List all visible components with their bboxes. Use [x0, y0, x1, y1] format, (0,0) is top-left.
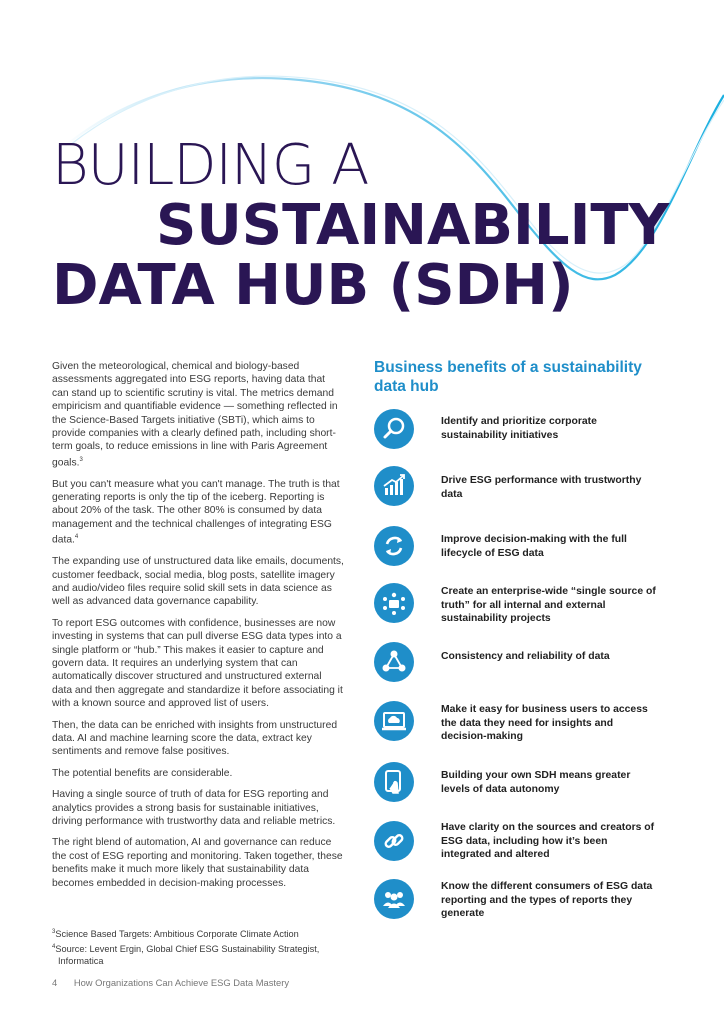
paragraph: The potential benefits are considerable.	[52, 767, 233, 779]
body-text	[52, 360, 344, 898]
benefit-text: Make it easy for business users to access the data they need for insights and decision-making	[441, 704, 648, 742]
tablet-touch-icon	[374, 762, 414, 802]
benefit-text: Building your own SDH means greater levels of data autonomy	[441, 770, 631, 795]
footnote: $^3$Science Based Targets: Ambitious Corporate Climate Action	[52, 929, 299, 940]
refresh-cycle-icon	[374, 526, 414, 566]
footnote: $^4$Source: Levent Ergin, Global Chief ESG Sustainability Strategist,	[52, 943, 320, 954]
growth-chart-icon	[374, 466, 414, 506]
benefit-item	[374, 583, 674, 627]
chain-link-icon	[374, 821, 414, 861]
footnotes	[52, 926, 352, 968]
meeting-table-icon	[374, 583, 414, 623]
paragraph: Then, the data can be enriched with insights from unstructured data. AI and machine learning score the data, extract key sentiments and remove false positives.	[52, 719, 338, 758]
benefit-text: Improve decision-making with the full lifecycle of ESG data	[441, 534, 627, 559]
user-group-icon	[374, 879, 414, 919]
footer-text: How Organizations Can Achieve ESG Data Mastery	[73, 977, 290, 988]
benefit-text: Identify and prioritize corporate sustainability initiatives	[441, 416, 597, 441]
paragraph: The right blend of automation, AI and governance can reduce the cost of ESG reporting and monitoring. Taken together, these benefits make it much more likely that sustainability data becomes embedded in decision-making processes.	[52, 837, 343, 889]
page-number: 4	[52, 977, 58, 988]
benefit-text: Have clarity on the sources and creators of ESG data, including how it’s been integrated and altered	[441, 822, 655, 860]
magnifier-icon	[374, 409, 414, 449]
benefit-item	[374, 701, 674, 745]
benefit-item	[374, 466, 674, 510]
title-line-2: SUSTAINABILITY	[156, 193, 670, 258]
cloud-laptop-icon	[374, 701, 414, 741]
benefit-text: Consistency and reliability of data	[441, 651, 610, 662]
title-line-1: BUILDING A	[52, 133, 369, 198]
footnote-ref: 3	[79, 456, 83, 463]
paragraph: To report ESG outcomes with confidence, businesses are now investing in systems that can pull diverse ESG data types into a single platform or “hub.” This makes it easier to capture and govern data. It requires an underlying system that can automatically discover structured and unstructured external data and then aggregate and standardize it before associating it with a known source and approved list of users.	[52, 617, 343, 710]
benefit-text: Create an enterprise-wide “single source of truth” for all internal and external sustainability projects	[441, 586, 656, 624]
paragraph: Having a single source of truth of data for ESG reporting and analytics provides a strong basis for sustainable initiatives, driving performance with trustworthy data and reliable metrics.	[52, 789, 336, 828]
page-footer	[52, 977, 289, 988]
paragraph: Given the meteorological, chemical and biology-based assessments aggregated into ESG reports, having data that can stand up to scientific scrutiny is vital. The metrics demand empiricism and quantifiable evidence — something reflected in the Science-Based Targets initiative (SBTi), which aims to provide companies with a clearly defined path, including short-term goals, to reduce emissions in line with Paris Agreement goals.$^3$	[52, 361, 338, 469]
benefit-item	[374, 821, 674, 865]
benefit-item	[374, 526, 674, 570]
page-title	[52, 133, 670, 318]
paragraph: But you can't measure what you can't manage. The truth is that generating reports is only the tip of the iceberg. Reporting is about 20% of the task. The other 80% is consumed by data management and the technical challenges of integrating ESG data.$^4$	[52, 478, 340, 546]
benefit-text: Drive ESG performance with trustworthy data	[441, 475, 642, 500]
benefit-item	[374, 762, 674, 806]
network-triangle-icon	[374, 642, 414, 682]
benefits-heading: Business benefits of a sustainability data hub	[374, 359, 642, 395]
benefit-item	[374, 409, 674, 453]
paragraph: The expanding use of unstructured data like emails, documents, customer feedback, social media, blog posts, satellite imagery and audio/video files require solid skill sets in data science as well as advanced data governance capability.	[52, 556, 344, 608]
footnote-continuation: Informatica	[58, 956, 104, 967]
title-line-3: DATA HUB (SDH)	[52, 253, 574, 318]
benefit-text: Know the different consumers of ESG data reporting and the types of reports they generate	[441, 881, 653, 919]
benefit-item	[374, 642, 674, 686]
benefits-panel	[374, 358, 674, 396]
benefit-item	[374, 879, 674, 923]
footnote-ref: 4	[74, 534, 79, 541]
